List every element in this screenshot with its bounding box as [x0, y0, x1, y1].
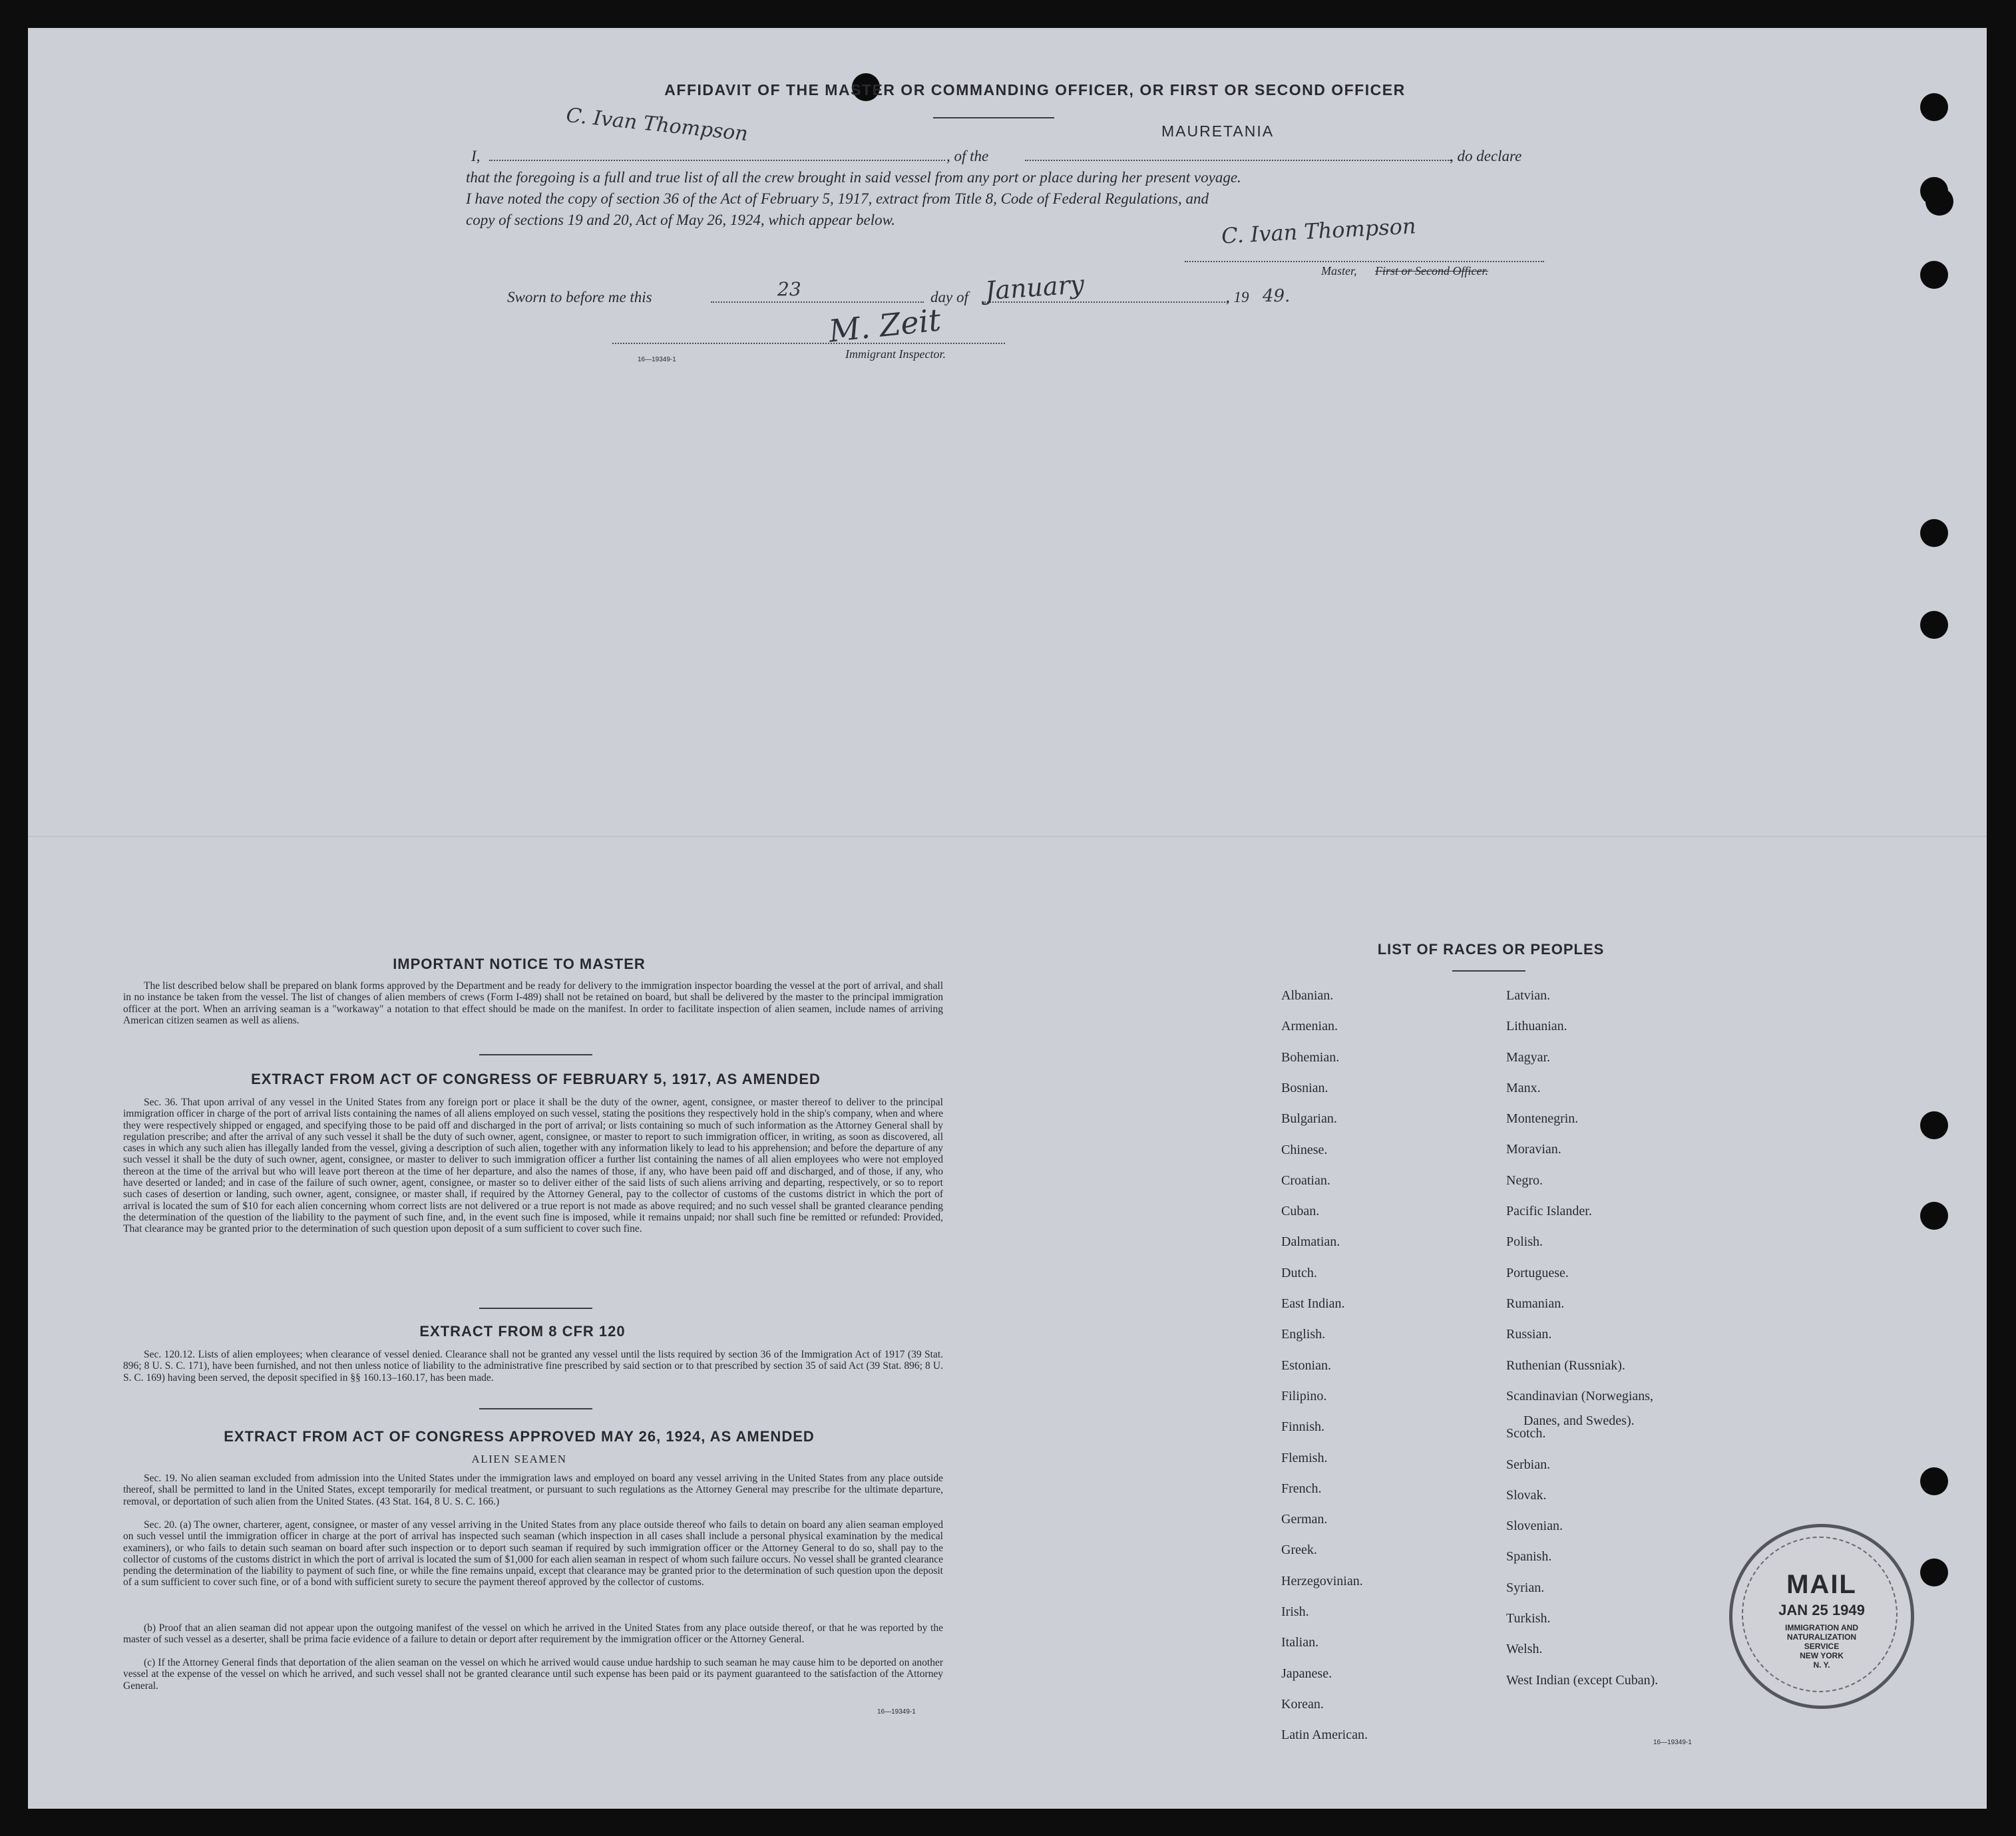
- page-fold: [28, 836, 1987, 837]
- race-item: Finnish.: [1281, 1419, 1325, 1434]
- race-item: Greek.: [1281, 1543, 1317, 1557]
- race-item: Dalmatian.: [1281, 1234, 1340, 1249]
- affidavit-line-2: I have noted the copy of section 36 of the Act of February 5, 1917, extract from Title 8, Code of Federal Regulations, and: [466, 190, 1209, 207]
- divider: [933, 117, 1054, 118]
- race-item: Filipino.: [1281, 1389, 1327, 1403]
- affidavit-i: I,: [471, 148, 481, 164]
- race-item: Montenegrin.: [1506, 1111, 1579, 1126]
- race-item: Slovak.: [1506, 1488, 1547, 1503]
- extract-1924-sec20a: Sec. 20. (a) The owner, charterer, agent, consignee, or master of any vessel arriving in the United States from any place outside thereof who fails to detain on board any alien seaman employed on such vessel until the immigration officer in charge at the port of arrival has inspected such seaman (which inspection in all cases shall include a personal physical examination by the medical examiners), or who fails to detain such seaman on board after such inspection or to deport such seaman if required by such immigration officer or the Attorney General to do so, shall pay to the collector of customs of the customs district in which the port of arrival is located the sum of $1,000 for each alien seaman in respect of whom such failure occurs. No vessel shall be granted clearance pending the determination of the liability to payment of such fine, or while the fine remains unpaid, except that clearance may be granted prior to the determination of such question upon the deposit of a sum sufficient to cover such fine, or of a bond with sufficient surety to secure the payment thereof approved by the collector of customs.: [123, 1519, 943, 1588]
- punch-hole: [1920, 1467, 1948, 1495]
- affidavit-line-1: that the foregoing is a full and true list of all the crew brought in said vessel from any port or place during her present voyage.: [466, 169, 1241, 186]
- race-item: Chinese.: [1281, 1143, 1328, 1157]
- race-item: Japanese.: [1281, 1666, 1332, 1681]
- notice-body: The list described below shall be prepared on blank forms approved by the Department and be ready for delivery to the immigration inspector boarding the vessel at the port of arrival, and shall in no instance be taken from the vessel. The list of changes of alien members of crews (Form I-489) shall not be retained on board, but shall be delivered by the master to the principal immigration officer at the port. When an arriving seaman is a "workaway" a notation to that effect should be made on the manifest. In order to facilitate inspection of alien seamen, include names of arriving American citizen seamen as well as aliens.: [123, 980, 943, 1026]
- stamp-line-5: N. Y.: [1813, 1660, 1830, 1670]
- signature-line: [1185, 261, 1544, 262]
- race-item: Magyar.: [1506, 1050, 1551, 1065]
- affidavit-of-the: , of the: [946, 148, 989, 164]
- extract-cfr-heading: EXTRACT FROM 8 CFR 120: [419, 1323, 626, 1340]
- race-item: Italian.: [1281, 1635, 1319, 1650]
- day-of: day of: [930, 289, 968, 305]
- race-item: Lithuanian.: [1506, 1019, 1567, 1033]
- race-item: Estonian.: [1281, 1358, 1331, 1373]
- sworn-prefix: Sworn to before me this: [507, 289, 652, 305]
- race-item: Manx.: [1506, 1081, 1541, 1095]
- divider: [1452, 970, 1525, 972]
- race-item: French.: [1281, 1481, 1322, 1496]
- signature-caption-struck: First or Second Officer.: [1375, 264, 1488, 277]
- race-item: Croatian.: [1281, 1173, 1330, 1188]
- race-item: Albanian.: [1281, 988, 1334, 1003]
- punch-hole: [1920, 261, 1948, 289]
- affidavit-do-declare: , do declare: [1450, 148, 1522, 164]
- punch-hole: [1920, 611, 1948, 639]
- race-item: Spanish.: [1506, 1549, 1552, 1564]
- stamp-date: JAN 25 1949: [1778, 1602, 1865, 1618]
- stamp-line-4: NEW YORK: [1800, 1651, 1844, 1660]
- race-item: Polish.: [1506, 1234, 1543, 1249]
- sworn-month: January: [984, 269, 1086, 306]
- race-item: Armenian.: [1281, 1019, 1338, 1033]
- race-item: Herzegovinian.: [1281, 1574, 1363, 1588]
- race-item: East Indian.: [1281, 1296, 1345, 1311]
- race-item: Negro.: [1506, 1173, 1543, 1188]
- race-item: Russian.: [1506, 1327, 1552, 1342]
- race-item: Slovenian.: [1506, 1519, 1563, 1533]
- extract-1924-sec20b: (b) Proof that an alien seaman did not appear upon the outgoing manifest of the vessel on which he arrived in the United States from any place outside thereof, or that he was reported by the master of such vessel as a deserter, shall be prima facie evidence of a failure to detain or deport after requirement by the immigration officer or the Attorney General.: [123, 1622, 943, 1646]
- year-prefix: , 19: [1226, 289, 1249, 305]
- punch-hole: [1920, 1202, 1948, 1230]
- form-number: 16—19349-1: [638, 356, 676, 363]
- race-item: Scandinavian (Norwegians,: [1506, 1389, 1654, 1403]
- race-item: Welsh.: [1506, 1642, 1543, 1656]
- mail-received-stamp: [1729, 1524, 1914, 1709]
- race-item: Syrian.: [1506, 1580, 1545, 1595]
- race-item: Cuban.: [1281, 1204, 1320, 1218]
- race-item: Portuguese.: [1506, 1266, 1569, 1280]
- extract-1924-sec19: Sec. 19. No alien seaman excluded from admission into the United States under the immigration laws and employed on board any vessel arriving in the United States from any place outside thereof, shall be permitted to land in the United States, except temporarily for medical treatment, or pursuant to such regulations as the Attorney General may prescribe for the ultimate departure, removal, or deportation of such alien from the United States. (43 Stat. 164, 8 U. S. C. 166.): [123, 1473, 943, 1507]
- divider: [479, 1308, 592, 1309]
- stamp-word: MAIL: [1786, 1570, 1857, 1599]
- race-item: English.: [1281, 1327, 1326, 1342]
- fill-line: [1025, 160, 1451, 161]
- race-item: Moravian.: [1506, 1142, 1561, 1157]
- race-item: Bosnian.: [1281, 1081, 1328, 1095]
- punch-hole: [1920, 1559, 1948, 1586]
- race-item: Serbian.: [1506, 1457, 1551, 1472]
- extract-1924-heading: EXTRACT FROM ACT OF CONGRESS APPROVED MAY 26, 1924, AS AMENDED: [224, 1428, 815, 1445]
- form-number: 16—19349-1: [877, 1708, 916, 1716]
- extract-cfr-body: Sec. 120.12. Lists of alien employees; when clearance of vessel denied. Clearance shall not be granted any vessel until the lists required by section 36 of the Immigration Act of 1917 (39 Stat. 896; 8 U. S. C. 171), have been furnished, and not then unless notice of liability to the administrative fine prescribed by said section or to that prescribed by section 35 of said Act (39 Stat. 896; 8 U. S. C. 169) having been served, the deposit specified in §§ 160.13–160.17, has been made.: [123, 1349, 943, 1383]
- affidavit-line-3: copy of sections 19 and 20, Act of May 26, 1924, which appear below.: [466, 212, 895, 228]
- extract-1924-subheading: ALIEN SEAMEN: [471, 1453, 567, 1465]
- extract-1917-body: Sec. 36. That upon arrival of any vessel in the United States from any foreign port or place it shall be the duty of the owner, agent, consignee, or master thereof to deliver to the principal immigration officer in charge of the port of arrival lists containing the names of all aliens employed on such vessel, stating the positions they respectively hold in the ship's company, when and where they were respectively shipped or engaged, and specifying those to be paid off and discharged in the port of arrival; or lists containing so much of such information as the Attorney General shall by regulation prescribe; and after the arrival of any such vessel it shall be the duty of such owner, agent, consignee, or master to report to such immigration officer, in writing, as soon as discovered, all cases in which any such alien has illegally landed from the vessel, giving a description of such alien, together with any information likely to lead to his apprehension; and before the departure of any such vessel it shall be the duty of such owner, agent, consignee, or master to deliver to such immigration officer a further list containing the names of all alien employees who were not employed thereon at the time of the arrival but who will leave port thereon at the time of her departure, and also the names of those, if any, who have been paid off and discharged, and of those, if any, who have deserted or landed; and in case of the failure of such owner, agent, consignee, or master so to deliver either of the said lists of such aliens arriving and departing, respectively, or so to report such cases of desertion or landing, such owner, agent, consignee, or master shall, if required by the Attorney General, pay to the collector of customs of the customs district in which the port of arrival is located the sum of $10 for each alien concerning whom correct lists are not delivered or a true report is not made as above required; and no such vessel shall be granted clearance pending the determination of the question of the liability to the payment of such fine, and, in the event such fine is imposed, while it remains unpaid; nor shall such fine be remitted or refunded: Provided, That clearance may be granted prior to the determination of such question upon deposit of a sum sufficient to cover such fine.: [123, 1097, 943, 1235]
- extract-1917-heading: EXTRACT FROM ACT OF CONGRESS OF FEBRUARY 5, 1917, AS AMENDED: [251, 1071, 821, 1087]
- fill-line: [711, 301, 924, 303]
- extract-1924-sec20c: (c) If the Attorney General finds that deportation of the alien seaman on the vessel on which he arrived would cause undue hardship to such seaman he may cause him to be deported on another vessel at the expense of the vessel on which he arrived, and such vessel shall not be granted clearance until such expense has been paid or its payment guaranteed to the satisfaction of the Attorney General.: [123, 1657, 943, 1692]
- form-number: 16—19349-1: [1653, 1739, 1692, 1746]
- race-item: Rumanian.: [1506, 1296, 1565, 1311]
- race-item: Dutch.: [1281, 1266, 1317, 1280]
- race-item: Latin American.: [1281, 1728, 1368, 1742]
- punch-hole: [1920, 1111, 1948, 1139]
- divider: [479, 1408, 592, 1409]
- sworn-year: 49.: [1263, 286, 1291, 306]
- race-item: Turkish.: [1506, 1611, 1551, 1626]
- stamp-line-2: NATURALIZATION: [1786, 1632, 1857, 1642]
- inspector-line: [612, 343, 1005, 344]
- vessel-name: MAURETANIA: [1161, 122, 1275, 140]
- race-item: Pacific Islander.: [1506, 1204, 1592, 1218]
- race-item: Irish.: [1281, 1604, 1309, 1619]
- fill-line: [489, 160, 945, 161]
- affidavit-title: AFFIDAVIT OF THE MASTER OR COMMANDING OFFICER, OR FIRST OR SECOND OFFICER: [664, 81, 1406, 98]
- race-item: Ruthenian (Russniak).: [1506, 1358, 1625, 1373]
- punch-hole: [1920, 519, 1948, 547]
- race-item: Bulgarian.: [1281, 1111, 1337, 1126]
- race-item: Bohemian.: [1281, 1050, 1340, 1065]
- inspector-caption: Immigrant Inspector.: [845, 347, 946, 361]
- stamp-line-1: IMMIGRATION AND: [1785, 1623, 1858, 1632]
- race-item: Flemish.: [1281, 1451, 1328, 1465]
- master-name-handwritten: C. Ivan Thompson: [564, 103, 749, 146]
- signature-caption-master: Master,: [1321, 264, 1357, 277]
- divider: [479, 1054, 592, 1055]
- race-item: Danes, and Swedes).: [1523, 1413, 1635, 1428]
- race-item: West Indian (except Cuban).: [1506, 1673, 1659, 1688]
- master-signature: C. Ivan Thompson: [1221, 213, 1417, 249]
- inspector-signature: M. Zeit: [827, 301, 943, 349]
- sworn-day: 23: [777, 278, 801, 300]
- race-item: Scotch.: [1506, 1426, 1546, 1441]
- race-item: German.: [1281, 1512, 1328, 1527]
- punch-hole: [1925, 188, 1953, 216]
- punch-hole: [1920, 93, 1948, 121]
- notice-heading: IMPORTANT NOTICE TO MASTER: [393, 956, 646, 972]
- races-heading: LIST OF RACES OR PEOPLES: [1377, 941, 1605, 958]
- stamp-line-3: SERVICE: [1804, 1642, 1840, 1651]
- race-item: Latvian.: [1506, 988, 1551, 1003]
- race-item: Korean.: [1281, 1697, 1324, 1712]
